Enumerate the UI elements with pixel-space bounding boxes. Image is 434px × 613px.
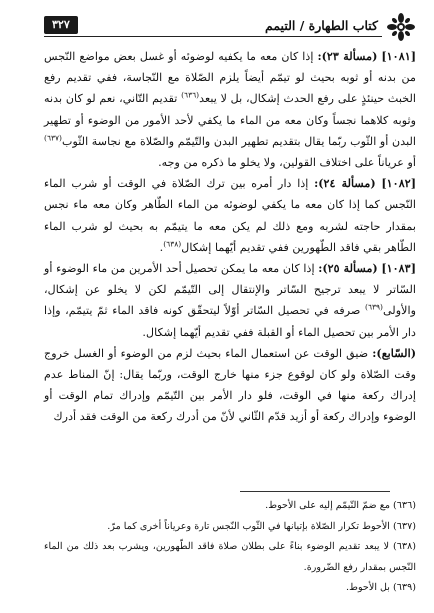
footnote: (٦٣٦) مع ضمّ التّيمّم إليه على الأحوط. xyxy=(265,500,416,511)
masala-label: (مسألة ٢٥): xyxy=(318,261,378,276)
paragraph-number: [١٠٨١] xyxy=(381,49,417,63)
masala-label: (مسألة ٢٣): xyxy=(317,49,378,63)
footnotes xyxy=(44,496,416,599)
paragraph-text: تقديم التّاني، نعم لو كان بدنه وثوبه كلاهما نجساً وكان معه من الماء ما يكفي لأحد الأمور من الوضوء أو تطهير البدن أو الثّوب ربّما يقال بتقديم تطهير البدن والتّيمّم والصّلاة مع نجاسة الثّوب xyxy=(44,92,416,148)
paragraph-number: [١٠٨٣] xyxy=(381,261,416,276)
paragraph-seventh xyxy=(44,343,416,428)
paragraph-masala-24 xyxy=(44,173,416,258)
page-number: ٣٢٧ xyxy=(44,16,78,34)
footnote-ref: (٦٣٧) xyxy=(44,133,62,143)
footnote: (٦٣٩) بل الأحوط. xyxy=(346,582,416,593)
paragraph-text: إذا دار أمره بين ترك الصّلاة في الوقت أو شرب الماء النّجس كما إذا كان معه ما يكفي لوضوئه من الماء الطّاهر وكان معه ماء نجس بمقدار حاجته لشربه ومع ذلك لم يكن معه ما يتيمّم به بحيث لو شرب الماء الطّاهر بقي فاقد الطّهورين ففي تقديم أيّهما إشكال xyxy=(44,177,416,254)
page-header xyxy=(44,12,416,44)
footnote: (٦٣٧) الأحوط تكرار الصّلاة بإتيانها في الثّوب النّجس تارة وعرياناً أخرى كما مرّ. xyxy=(107,520,416,532)
running-title: كتاب الطهارة / التيمم xyxy=(265,18,378,33)
footnote: (٦٣٨) لا يبعد تقديم الوضوء بناءً على بطلان صلاة فاقد الطّهورين، ويشرب بعد ذلك من الماء النّجس بمقدار رفع الضّرورة. xyxy=(44,541,416,573)
section-label: (السّابع): xyxy=(372,345,416,360)
paragraph-masala-25 xyxy=(44,258,416,343)
masala-label: (مسألة ٢٤): xyxy=(314,176,376,191)
header-rule xyxy=(44,36,382,37)
paragraph-number: [١٠٨٢] xyxy=(381,176,417,191)
footnote-ref: (٦٣٨) xyxy=(163,239,182,249)
footnote-ref: (٦٣٦) xyxy=(181,90,200,100)
main-text xyxy=(44,46,416,428)
paragraph-masala-23 xyxy=(44,46,416,173)
paragraph-text: ضيق الوقت عن استعمال الماء بحيث لزم من الوضوء أو الغسل خروج وقت الصّلاة ولو كان لوقوع جزء منها خارج الوقت، وربّما يقال: إنّ المناط عدم إدراك ركعة منها في الوقت، فلو دار الأمر بين التّيمّم وإدراك تمام الوقت أو الوضوء وإدراك ركعة أو أزيد قدّم الثّاني لأنّ من أدرك ركعة من الوقت فقد أدرك xyxy=(44,346,416,424)
footnote-separator xyxy=(240,491,390,492)
paragraph-text: صرفه في تحصيل السّاتر أوّلاً ليتحقّق كونه فاقد الماء ثمّ يتيمّم، وإذا دار الأمر بين تحصيل الماء أو القبلة ففي تقديم أيّهما إشكال. xyxy=(44,304,416,339)
paragraph-text: إذا كان معه ما يكفيه لوضوئه أو غسل بعض مواضع النّجس من بدنه أو ثوبه بحيث لو تيمّم أيضاً يلزم الصّلاة مع النّجاسة، ففي تقديم رفع الخبث حينئذٍ على رفع الحدث إشكال، بل لا يبعد xyxy=(44,50,416,106)
footnote-ref: (٦٣٩) xyxy=(365,302,383,312)
paragraph-text: أو عرياناً على اختلاف القولين، ولا يخلو ما ذكره من وجه. xyxy=(158,156,416,170)
paragraph-text: إذا كان معه ما يمكن تحصيل أحد الأمرين من ماء الوضوء أو السّاتر لا يبعد ترجيح السّاتر والإنتقال إلى التّيمّم لكن لا يخلو عن إشكال، والأولى xyxy=(44,262,416,318)
floral-ornament-icon xyxy=(386,12,416,42)
paragraph-text: . xyxy=(159,240,164,254)
